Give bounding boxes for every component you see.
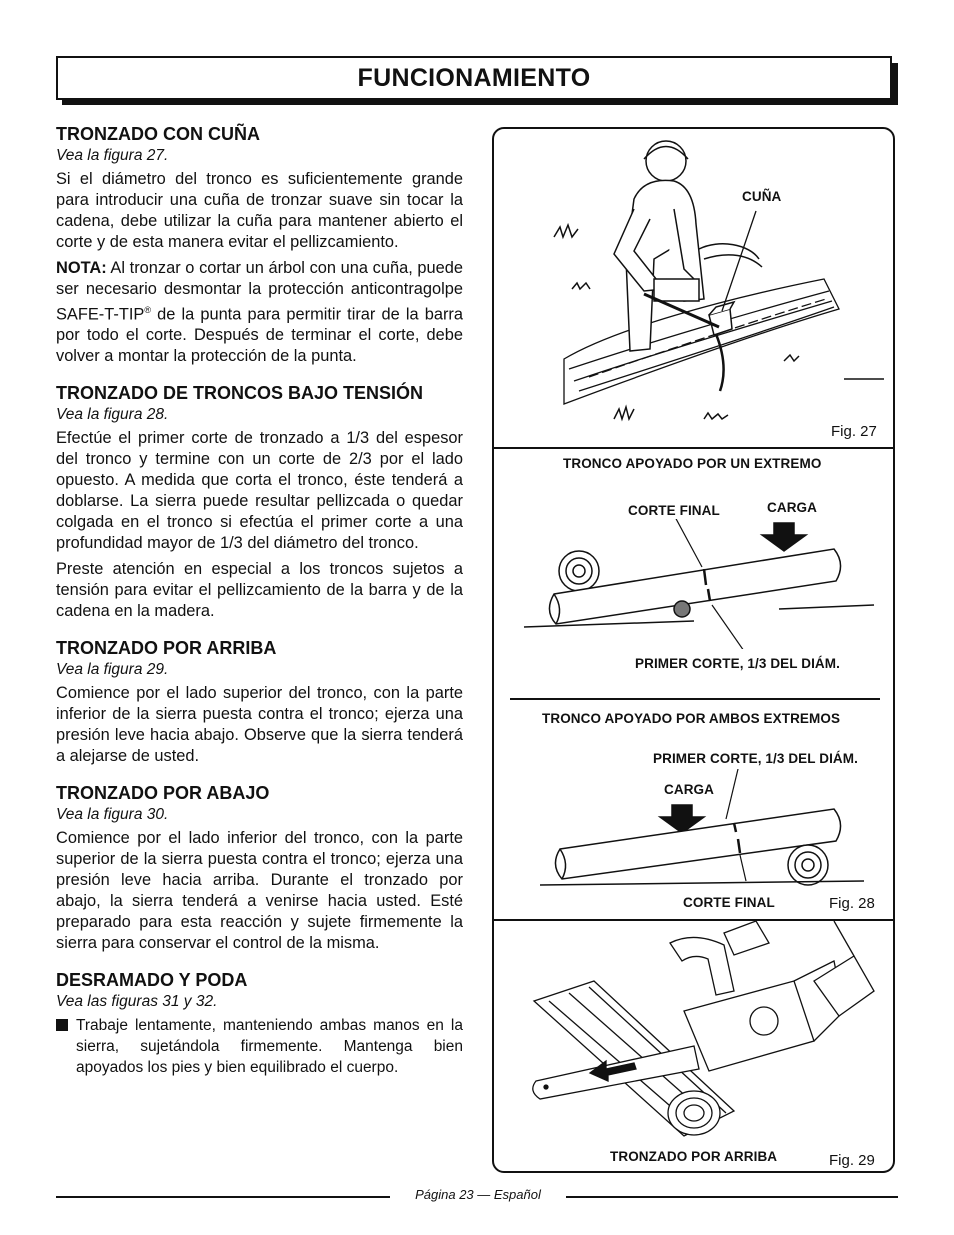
- figure-divider: [510, 698, 880, 700]
- paragraph: Comience por el lado superior del tronco, con la parte inferior de la sierra puesta contra el tronco; ejerza una presión leve hacia abajo. Observe que la sierra tenderá a alejarse de usted.: [56, 684, 463, 766]
- text-column: [56, 122, 463, 1092]
- figure-reference: Vea la figura 29.: [56, 661, 169, 679]
- wedge-label: CUÑA: [742, 189, 782, 204]
- fig28-bottom-illustration: [494, 769, 895, 889]
- figure-reference: Vea las figuras 31 y 32.: [56, 993, 218, 1011]
- note-label: NOTA:: [56, 259, 107, 277]
- figure-reference: Vea la figura 27.: [56, 147, 169, 164]
- section-title: TRONZADO POR ABAJO: [56, 783, 270, 804]
- bullet-text: Trabaje lentamente, manteniendo ambas manos en la sierra, sujetándola firmemente. Mantenga bien apoyados los pies y bien equilibrado el cuerpo.: [76, 1017, 463, 1077]
- section-title: TRONZADO CON CUÑA: [56, 124, 260, 144]
- bullet-item: [56, 1015, 463, 1078]
- fig28-top-load: CARGA: [767, 500, 817, 515]
- fig28-top-illustration: [494, 519, 895, 649]
- fig28-bottom-load: CARGA: [664, 782, 714, 797]
- fig28-label: Fig. 28: [829, 895, 875, 912]
- section-cuna: [56, 122, 463, 367]
- square-bullet-icon: [56, 1019, 68, 1031]
- fig28-top-first-cut: PRIMER CORTE, 1/3 DEL DIÁM.: [635, 656, 840, 671]
- figure-reference: Vea la figura 28.: [56, 406, 169, 424]
- fig28-top-title: TRONCO APOYADO POR UN EXTREMO: [563, 456, 822, 471]
- section-title: TRONZADO DE TRONCOS BAJO TENSIÓN: [56, 383, 424, 404]
- fig29-label: Fig. 29: [829, 1152, 875, 1169]
- section-arriba: [56, 636, 463, 767]
- figure-divider: [494, 447, 893, 449]
- page-title: FUNCIONAMIENTO: [357, 63, 591, 92]
- fig27-label: Fig. 27: [831, 423, 877, 440]
- note-text: Al tronzar o cortar un árbol con una cuña, puede ser necesario desmontar la protección anticontragolpe SAFE-T-TIP: [56, 259, 463, 324]
- section-title: DESRAMADO Y PODA: [56, 970, 248, 991]
- fig28-bottom-final-cut: CORTE FINAL: [683, 895, 775, 910]
- note-paragraph: [56, 258, 463, 367]
- figure-reference: Vea la figura 30.: [56, 806, 169, 824]
- fig28-bottom-first-cut: PRIMER CORTE, 1/3 DEL DIÁM.: [653, 751, 858, 766]
- fig27-illustration: [494, 129, 895, 447]
- note-text-end: de la punta para permitir tirar de la barra por todo el corte. Después de terminar el corte, debe volver a montar la protección de la punta.: [56, 305, 463, 366]
- paragraph: Preste atención en especial a los troncos sujetos a tensión para evitar el pellizcamiento de la barra y de la cadena en la madera.: [56, 560, 463, 621]
- fig28-top-final-cut: CORTE FINAL: [628, 503, 720, 518]
- page-footer: Página 23 — Español: [390, 1187, 566, 1202]
- section-abajo: [56, 781, 463, 954]
- footer-rule-right: [566, 1196, 898, 1198]
- fig29-caption: TRONZADO POR ARRIBA: [610, 1149, 778, 1164]
- section-title: TRONZADO POR ARRIBA: [56, 638, 277, 659]
- footer-rule-left: [56, 1196, 390, 1198]
- fig28-bottom-title: TRONCO APOYADO POR AMBOS EXTREMOS: [542, 711, 841, 726]
- page-banner: [56, 56, 892, 100]
- paragraph: Efectúe el primer corte de tronzado a 1/3 del espesor del tronco y termine con un corte de 2/3 por el lado opuesto. A medida que corta el tronco, éste tenderá a doblarse. La sierra puede resultar pellizcada o quedar colgada en el tronco si efectúa el primer corte a una profundidad mayor de 1/3 del diámetro del tronco.: [56, 429, 463, 553]
- paragraph: Si el diámetro del tronco es suficientemente grande para introducir una cuña de tronzar suave sin tocar la cadena, debe utilizar la cuña para mantener abierto el corte y de esta manera evitar el pellizcamiento.: [56, 170, 463, 251]
- section-tension: [56, 381, 463, 622]
- registered-mark: ®: [144, 305, 151, 315]
- section-desramado: [56, 968, 463, 1078]
- fig29-illustration: [494, 921, 895, 1141]
- paragraph: Comience por el lado inferior del tronco, con la parte superior de la sierra puesta contra el tronco; ejerza una presión leve hacia arriba. Durante el tronzado por abajo, la sierra tenderá a venirse hacia usted. Esté preparado para esta reacción y sujete firmemente la sierra para conservar el control de la misma.: [56, 829, 463, 953]
- figure-panel: [492, 127, 895, 1173]
